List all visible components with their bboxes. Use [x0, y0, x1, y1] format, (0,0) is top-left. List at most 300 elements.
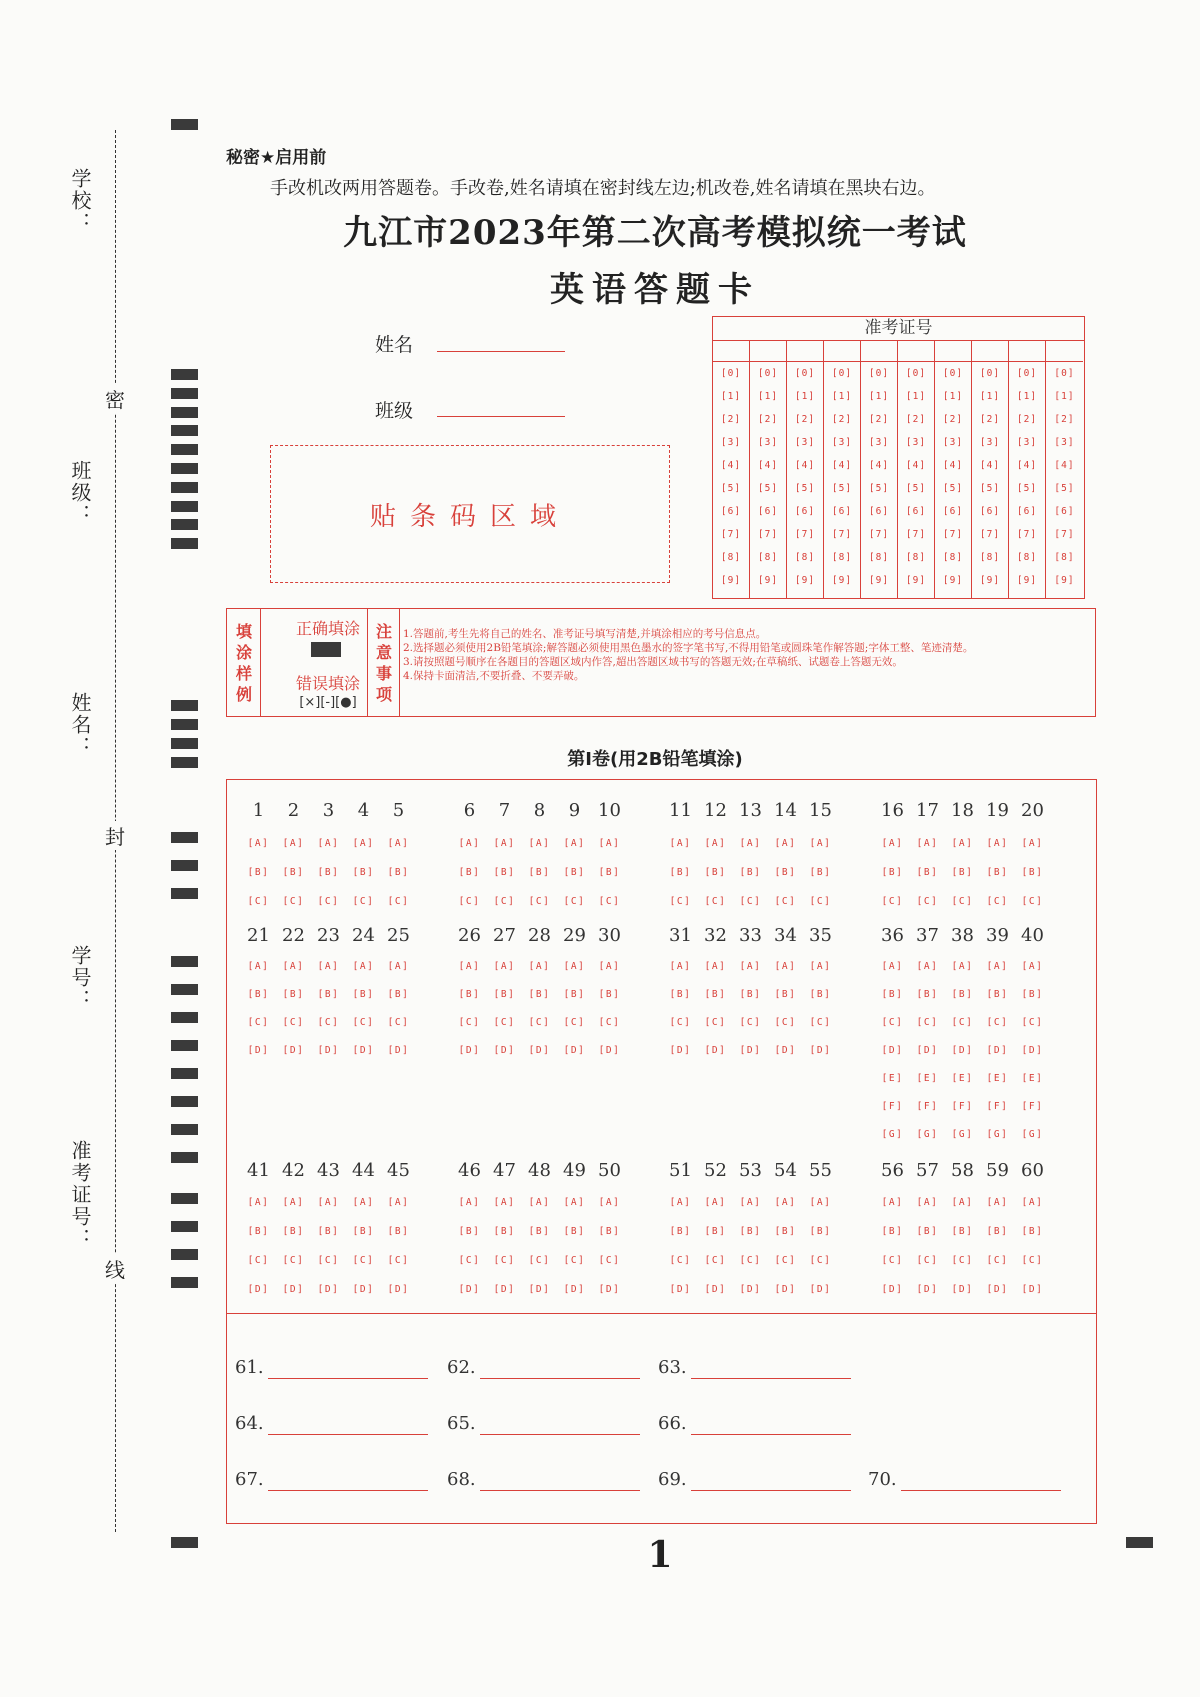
exam-id-bubble[interactable]: [4] — [868, 460, 890, 471]
answer-bubble[interactable]: [C] — [986, 896, 1009, 907]
answer-bubble[interactable]: [D] — [352, 1045, 375, 1056]
exam-id-bubble[interactable]: [4] — [757, 460, 779, 471]
answer-bubble[interactable]: [B] — [598, 1226, 621, 1237]
answer-bubble[interactable]: [A] — [739, 961, 762, 972]
answer-bubble[interactable]: [B] — [809, 867, 832, 878]
exam-id-bubble[interactable]: [6] — [868, 506, 890, 517]
answer-bubble[interactable]: [A] — [598, 961, 621, 972]
answer-bubble[interactable]: [B] — [739, 989, 762, 1000]
answer-bubble[interactable]: [D] — [598, 1284, 621, 1295]
answer-bubble[interactable]: [C] — [598, 896, 621, 907]
exam-id-bubble[interactable]: [9] — [1016, 575, 1038, 586]
answer-bubble[interactable]: [D] — [563, 1045, 586, 1056]
answer-bubble[interactable]: [F] — [951, 1101, 974, 1112]
answer-bubble[interactable]: [C] — [774, 1255, 797, 1266]
exam-id-bubble[interactable]: [7] — [868, 529, 890, 540]
answer-bubble[interactable]: [A] — [1021, 838, 1044, 849]
answer-bubble[interactable]: [A] — [563, 961, 586, 972]
answer-bubble[interactable]: [A] — [774, 838, 797, 849]
exam-id-bubble[interactable]: [4] — [794, 460, 816, 471]
answer-bubble[interactable]: [B] — [282, 989, 305, 1000]
exam-id-bubble[interactable]: [5] — [979, 483, 1001, 494]
answer-blank[interactable] — [268, 1378, 428, 1379]
exam-id-write-cell[interactable] — [935, 341, 971, 362]
answer-bubble[interactable]: [A] — [528, 961, 551, 972]
answer-bubble[interactable]: [C] — [352, 1017, 375, 1028]
answer-bubble[interactable]: [A] — [528, 1197, 551, 1208]
answer-bubble[interactable]: [A] — [493, 838, 516, 849]
exam-id-bubble[interactable]: [5] — [1016, 483, 1038, 494]
answer-bubble[interactable]: [A] — [704, 1197, 727, 1208]
exam-id-bubble[interactable]: [5] — [720, 483, 742, 494]
answer-bubble[interactable]: [D] — [916, 1045, 939, 1056]
answer-bubble[interactable]: [B] — [669, 989, 692, 1000]
exam-id-write-cell[interactable] — [861, 341, 897, 362]
answer-bubble[interactable]: [D] — [774, 1284, 797, 1295]
answer-bubble[interactable]: [D] — [1021, 1284, 1044, 1295]
exam-id-bubble[interactable]: [8] — [831, 552, 853, 563]
exam-id-bubble[interactable]: [8] — [868, 552, 890, 563]
exam-id-bubble[interactable]: [7] — [1054, 529, 1075, 540]
answer-bubble[interactable]: [D] — [387, 1045, 410, 1056]
answer-bubble[interactable]: [D] — [881, 1284, 904, 1295]
exam-id-bubble[interactable]: [3] — [905, 437, 927, 448]
answer-bubble[interactable]: [B] — [881, 867, 904, 878]
answer-bubble[interactable]: [D] — [986, 1045, 1009, 1056]
exam-id-bubble[interactable]: [1] — [757, 391, 779, 402]
exam-id-bubble[interactable]: [9] — [942, 575, 964, 586]
exam-id-bubble[interactable]: [3] — [794, 437, 816, 448]
exam-id-bubble[interactable]: [2] — [720, 414, 742, 425]
answer-bubble[interactable]: [A] — [387, 838, 410, 849]
exam-id-bubble[interactable]: [8] — [905, 552, 927, 563]
exam-id-bubble[interactable]: [2] — [868, 414, 890, 425]
exam-id-bubble[interactable]: [8] — [720, 552, 742, 563]
exam-id-bubble[interactable]: [8] — [1016, 552, 1038, 563]
answer-bubble[interactable]: [C] — [493, 1017, 516, 1028]
answer-bubble[interactable]: [C] — [352, 1255, 375, 1266]
answer-bubble[interactable]: [A] — [881, 1197, 904, 1208]
answer-bubble[interactable]: [B] — [528, 989, 551, 1000]
answer-bubble[interactable]: [A] — [739, 838, 762, 849]
barcode-area[interactable] — [270, 445, 670, 583]
exam-id-bubble[interactable]: [3] — [720, 437, 742, 448]
answer-bubble[interactable]: [D] — [493, 1045, 516, 1056]
answer-bubble[interactable]: [C] — [739, 1017, 762, 1028]
exam-id-bubble[interactable]: [8] — [979, 552, 1001, 563]
answer-bubble[interactable]: [A] — [282, 1197, 305, 1208]
exam-id-bubble[interactable]: [2] — [942, 414, 964, 425]
answer-bubble[interactable]: [A] — [563, 1197, 586, 1208]
answer-bubble[interactable]: [A] — [528, 838, 551, 849]
exam-id-bubble[interactable]: [4] — [831, 460, 853, 471]
answer-bubble[interactable]: [D] — [387, 1284, 410, 1295]
answer-bubble[interactable]: [A] — [247, 961, 270, 972]
answer-bubble[interactable]: [A] — [352, 838, 375, 849]
exam-id-bubble[interactable]: [3] — [757, 437, 779, 448]
answer-bubble[interactable]: [D] — [247, 1045, 270, 1056]
answer-bubble[interactable]: [C] — [1021, 1017, 1044, 1028]
exam-id-bubble[interactable]: [4] — [979, 460, 1001, 471]
answer-bubble[interactable]: [D] — [458, 1284, 481, 1295]
answer-bubble[interactable]: [D] — [247, 1284, 270, 1295]
answer-bubble[interactable]: [A] — [916, 1197, 939, 1208]
exam-id-write-cell[interactable] — [824, 341, 860, 362]
exam-id-bubble[interactable]: [4] — [1054, 460, 1075, 471]
answer-bubble[interactable]: [D] — [317, 1284, 340, 1295]
answer-bubble[interactable]: [B] — [809, 1226, 832, 1237]
exam-id-bubble[interactable]: [3] — [831, 437, 853, 448]
answer-bubble[interactable]: [D] — [598, 1045, 621, 1056]
answer-bubble[interactable]: [A] — [493, 961, 516, 972]
exam-id-bubble[interactable]: [7] — [794, 529, 816, 540]
exam-id-bubble[interactable]: [9] — [757, 575, 779, 586]
exam-id-write-cell[interactable] — [972, 341, 1008, 362]
exam-id-bubble[interactable]: [9] — [868, 575, 890, 586]
answer-bubble[interactable]: [A] — [916, 838, 939, 849]
answer-bubble[interactable]: [A] — [774, 1197, 797, 1208]
answer-bubble[interactable]: [B] — [458, 989, 481, 1000]
exam-id-bubble[interactable]: [7] — [831, 529, 853, 540]
answer-bubble[interactable]: [C] — [458, 1255, 481, 1266]
exam-id-bubble[interactable]: [1] — [979, 391, 1001, 402]
exam-id-bubble[interactable]: [5] — [757, 483, 779, 494]
exam-id-bubble[interactable]: [6] — [942, 506, 964, 517]
exam-id-bubble[interactable]: [1] — [1016, 391, 1038, 402]
answer-bubble[interactable]: [B] — [951, 1226, 974, 1237]
exam-id-bubble[interactable]: [3] — [942, 437, 964, 448]
answer-bubble[interactable]: [A] — [387, 961, 410, 972]
exam-id-bubble[interactable]: [9] — [1054, 575, 1075, 586]
answer-bubble[interactable]: [B] — [986, 1226, 1009, 1237]
answer-bubble[interactable]: [A] — [458, 838, 481, 849]
answer-bubble[interactable]: [B] — [528, 1226, 551, 1237]
answer-bubble[interactable]: [E] — [951, 1073, 974, 1084]
exam-id-write-cell[interactable] — [898, 341, 934, 362]
answer-bubble[interactable]: [C] — [809, 1017, 832, 1028]
answer-bubble[interactable]: [B] — [704, 989, 727, 1000]
answer-bubble[interactable]: [C] — [739, 1255, 762, 1266]
answer-bubble[interactable]: [A] — [247, 1197, 270, 1208]
answer-bubble[interactable]: [B] — [563, 1226, 586, 1237]
answer-bubble[interactable]: [A] — [986, 961, 1009, 972]
answer-bubble[interactable]: [B] — [774, 989, 797, 1000]
answer-bubble[interactable]: [A] — [493, 1197, 516, 1208]
exam-id-bubble[interactable]: [4] — [942, 460, 964, 471]
exam-id-bubble[interactable]: [9] — [979, 575, 1001, 586]
answer-bubble[interactable]: [C] — [247, 896, 270, 907]
answer-bubble[interactable]: [A] — [809, 961, 832, 972]
answer-bubble[interactable]: [C] — [704, 1017, 727, 1028]
exam-id-bubble[interactable]: [7] — [979, 529, 1001, 540]
exam-id-bubble[interactable]: [6] — [720, 506, 742, 517]
answer-bubble[interactable]: [B] — [458, 1226, 481, 1237]
answer-bubble[interactable]: [D] — [282, 1045, 305, 1056]
exam-id-bubble[interactable]: [3] — [868, 437, 890, 448]
answer-blank[interactable] — [480, 1378, 640, 1379]
answer-bubble[interactable]: [C] — [951, 896, 974, 907]
answer-bubble[interactable]: [D] — [881, 1045, 904, 1056]
answer-bubble[interactable]: [D] — [317, 1045, 340, 1056]
answer-bubble[interactable]: [G] — [1021, 1129, 1044, 1140]
exam-id-bubble[interactable]: [9] — [831, 575, 853, 586]
exam-id-bubble[interactable]: [9] — [720, 575, 742, 586]
answer-bubble[interactable]: [B] — [1021, 867, 1044, 878]
answer-bubble[interactable]: [B] — [528, 867, 551, 878]
exam-id-bubble[interactable]: [7] — [942, 529, 964, 540]
answer-bubble[interactable]: [D] — [1021, 1045, 1044, 1056]
exam-id-bubble[interactable]: [1] — [1054, 391, 1075, 402]
answer-bubble[interactable]: [E] — [986, 1073, 1009, 1084]
answer-bubble[interactable]: [B] — [881, 989, 904, 1000]
answer-bubble[interactable]: [B] — [493, 989, 516, 1000]
answer-bubble[interactable]: [C] — [247, 1017, 270, 1028]
exam-id-bubble[interactable]: [2] — [831, 414, 853, 425]
exam-id-bubble[interactable]: [7] — [720, 529, 742, 540]
answer-bubble[interactable]: [B] — [809, 989, 832, 1000]
name-field[interactable] — [437, 351, 565, 352]
answer-bubble[interactable]: [C] — [1021, 896, 1044, 907]
answer-bubble[interactable]: [B] — [598, 989, 621, 1000]
answer-bubble[interactable]: [D] — [986, 1284, 1009, 1295]
answer-bubble[interactable]: [D] — [669, 1284, 692, 1295]
answer-bubble[interactable]: [C] — [774, 896, 797, 907]
exam-id-bubble[interactable]: [0] — [1054, 368, 1075, 379]
exam-id-bubble[interactable]: [4] — [1016, 460, 1038, 471]
answer-bubble[interactable]: [D] — [352, 1284, 375, 1295]
exam-id-bubble[interactable]: [4] — [720, 460, 742, 471]
exam-id-bubble[interactable]: [5] — [794, 483, 816, 494]
answer-bubble[interactable]: [C] — [704, 1255, 727, 1266]
answer-bubble[interactable]: [G] — [951, 1129, 974, 1140]
answer-bubble[interactable]: [C] — [317, 1017, 340, 1028]
answer-bubble[interactable]: [B] — [986, 989, 1009, 1000]
answer-bubble[interactable]: [C] — [916, 1017, 939, 1028]
answer-bubble[interactable]: [B] — [1021, 989, 1044, 1000]
answer-bubble[interactable]: [C] — [493, 1255, 516, 1266]
answer-bubble[interactable]: [E] — [881, 1073, 904, 1084]
answer-bubble[interactable]: [A] — [986, 1197, 1009, 1208]
answer-blank[interactable] — [901, 1490, 1061, 1491]
answer-bubble[interactable]: [C] — [1021, 1255, 1044, 1266]
exam-id-bubble[interactable]: [6] — [979, 506, 1001, 517]
answer-bubble[interactable]: [D] — [809, 1045, 832, 1056]
answer-bubble[interactable]: [C] — [916, 1255, 939, 1266]
answer-bubble[interactable]: [C] — [951, 1255, 974, 1266]
answer-bubble[interactable]: [A] — [598, 1197, 621, 1208]
exam-id-bubble[interactable]: [6] — [831, 506, 853, 517]
answer-bubble[interactable]: [B] — [739, 867, 762, 878]
exam-id-bubble[interactable]: [2] — [979, 414, 1001, 425]
answer-bubble[interactable]: [A] — [282, 961, 305, 972]
answer-bubble[interactable]: [B] — [458, 867, 481, 878]
exam-id-bubble[interactable]: [6] — [905, 506, 927, 517]
answer-bubble[interactable]: [A] — [986, 838, 1009, 849]
exam-id-bubble[interactable]: [9] — [905, 575, 927, 586]
answer-bubble[interactable]: [B] — [387, 867, 410, 878]
exam-id-bubble[interactable]: [0] — [1016, 368, 1038, 379]
answer-bubble[interactable]: [A] — [387, 1197, 410, 1208]
answer-bubble[interactable]: [C] — [881, 896, 904, 907]
answer-bubble[interactable]: [B] — [669, 867, 692, 878]
answer-bubble[interactable]: [C] — [282, 896, 305, 907]
answer-bubble[interactable]: [C] — [809, 1255, 832, 1266]
answer-bubble[interactable]: [D] — [563, 1284, 586, 1295]
answer-bubble[interactable]: [C] — [704, 896, 727, 907]
answer-bubble[interactable]: [D] — [669, 1045, 692, 1056]
answer-bubble[interactable]: [B] — [352, 1226, 375, 1237]
answer-bubble[interactable]: [A] — [809, 1197, 832, 1208]
answer-bubble[interactable]: [C] — [809, 896, 832, 907]
answer-bubble[interactable]: [A] — [458, 1197, 481, 1208]
answer-bubble[interactable]: [F] — [1021, 1101, 1044, 1112]
answer-bubble[interactable]: [B] — [1021, 1226, 1044, 1237]
exam-id-bubble[interactable]: [0] — [942, 368, 964, 379]
answer-bubble[interactable]: [D] — [704, 1045, 727, 1056]
answer-bubble[interactable]: [A] — [1021, 961, 1044, 972]
exam-id-bubble[interactable]: [0] — [831, 368, 853, 379]
exam-id-bubble[interactable]: [1] — [942, 391, 964, 402]
answer-bubble[interactable]: [C] — [598, 1017, 621, 1028]
answer-bubble[interactable]: [A] — [774, 961, 797, 972]
exam-id-bubble[interactable]: [8] — [794, 552, 816, 563]
answer-bubble[interactable]: [A] — [317, 961, 340, 972]
exam-id-bubble[interactable]: [8] — [942, 552, 964, 563]
answer-bubble[interactable]: [B] — [916, 989, 939, 1000]
exam-id-bubble[interactable]: [7] — [1016, 529, 1038, 540]
answer-bubble[interactable]: [D] — [951, 1045, 974, 1056]
answer-bubble[interactable]: [C] — [528, 896, 551, 907]
answer-bubble[interactable]: [C] — [528, 1017, 551, 1028]
answer-bubble[interactable]: [D] — [739, 1284, 762, 1295]
exam-id-bubble[interactable]: [5] — [905, 483, 927, 494]
answer-bubble[interactable]: [A] — [1021, 1197, 1044, 1208]
answer-bubble[interactable]: [A] — [704, 961, 727, 972]
exam-id-bubble[interactable]: [5] — [942, 483, 964, 494]
exam-id-write-cell[interactable] — [787, 341, 823, 362]
answer-bubble[interactable]: [A] — [563, 838, 586, 849]
answer-bubble[interactable]: [A] — [739, 1197, 762, 1208]
exam-id-bubble[interactable]: [5] — [831, 483, 853, 494]
exam-id-bubble[interactable]: [1] — [831, 391, 853, 402]
answer-bubble[interactable]: [G] — [881, 1129, 904, 1140]
exam-id-bubble[interactable]: [1] — [794, 391, 816, 402]
answer-bubble[interactable]: [A] — [916, 961, 939, 972]
answer-bubble[interactable]: [A] — [247, 838, 270, 849]
answer-bubble[interactable]: [A] — [352, 961, 375, 972]
answer-bubble[interactable]: [B] — [739, 1226, 762, 1237]
answer-bubble[interactable]: [A] — [951, 961, 974, 972]
answer-bubble[interactable]: [D] — [739, 1045, 762, 1056]
answer-bubble[interactable]: [A] — [317, 1197, 340, 1208]
answer-bubble[interactable]: [C] — [563, 896, 586, 907]
class-field[interactable] — [437, 416, 565, 417]
answer-bubble[interactable]: [B] — [282, 867, 305, 878]
answer-bubble[interactable]: [C] — [669, 1017, 692, 1028]
answer-bubble[interactable]: [E] — [916, 1073, 939, 1084]
answer-bubble[interactable]: [C] — [493, 896, 516, 907]
answer-bubble[interactable]: [B] — [317, 1226, 340, 1237]
exam-id-bubble[interactable]: [5] — [868, 483, 890, 494]
answer-bubble[interactable]: [B] — [247, 989, 270, 1000]
exam-id-bubble[interactable]: [1] — [905, 391, 927, 402]
exam-id-bubble[interactable]: [3] — [1016, 437, 1038, 448]
answer-bubble[interactable]: [D] — [916, 1284, 939, 1295]
answer-bubble[interactable]: [C] — [458, 896, 481, 907]
answer-bubble[interactable]: [B] — [704, 1226, 727, 1237]
answer-bubble[interactable]: [C] — [951, 1017, 974, 1028]
answer-bubble[interactable]: [A] — [881, 961, 904, 972]
answer-bubble[interactable]: [C] — [247, 1255, 270, 1266]
answer-bubble[interactable]: [B] — [317, 989, 340, 1000]
answer-blank[interactable] — [691, 1434, 851, 1435]
exam-id-bubble[interactable]: [6] — [757, 506, 779, 517]
exam-id-bubble[interactable]: [3] — [1054, 437, 1075, 448]
answer-bubble[interactable]: [B] — [916, 867, 939, 878]
answer-bubble[interactable]: [C] — [387, 896, 410, 907]
answer-bubble[interactable]: [D] — [809, 1284, 832, 1295]
answer-bubble[interactable]: [D] — [528, 1045, 551, 1056]
exam-id-bubble[interactable]: [0] — [720, 368, 742, 379]
answer-bubble[interactable]: [A] — [317, 838, 340, 849]
answer-bubble[interactable]: [C] — [881, 1255, 904, 1266]
answer-blank[interactable] — [268, 1434, 428, 1435]
exam-id-bubble[interactable]: [2] — [1054, 414, 1075, 425]
exam-id-bubble[interactable]: [0] — [905, 368, 927, 379]
exam-id-bubble[interactable]: [7] — [905, 529, 927, 540]
exam-id-bubble[interactable]: [2] — [1016, 414, 1038, 425]
exam-id-write-cell[interactable] — [1046, 341, 1083, 362]
answer-bubble[interactable]: [A] — [282, 838, 305, 849]
answer-bubble[interactable]: [A] — [809, 838, 832, 849]
answer-bubble[interactable]: [C] — [282, 1255, 305, 1266]
answer-bubble[interactable]: [D] — [528, 1284, 551, 1295]
answer-bubble[interactable]: [B] — [951, 989, 974, 1000]
exam-id-bubble[interactable]: [0] — [979, 368, 1001, 379]
answer-bubble[interactable]: [C] — [528, 1255, 551, 1266]
answer-blank[interactable] — [268, 1490, 428, 1491]
answer-blank[interactable] — [691, 1378, 851, 1379]
exam-id-write-cell[interactable] — [750, 341, 786, 362]
exam-id-bubble[interactable]: [6] — [1016, 506, 1038, 517]
answer-bubble[interactable]: [B] — [317, 867, 340, 878]
answer-bubble[interactable]: [B] — [493, 867, 516, 878]
answer-bubble[interactable]: [G] — [986, 1129, 1009, 1140]
answer-bubble[interactable]: [D] — [458, 1045, 481, 1056]
answer-bubble[interactable]: [B] — [916, 1226, 939, 1237]
exam-id-bubble[interactable]: [1] — [868, 391, 890, 402]
answer-bubble[interactable]: [D] — [774, 1045, 797, 1056]
answer-bubble[interactable]: [D] — [493, 1284, 516, 1295]
exam-id-bubble[interactable]: [4] — [905, 460, 927, 471]
exam-id-bubble[interactable]: [0] — [868, 368, 890, 379]
answer-blank[interactable] — [480, 1434, 640, 1435]
answer-bubble[interactable]: [B] — [986, 867, 1009, 878]
answer-bubble[interactable]: [D] — [704, 1284, 727, 1295]
answer-bubble[interactable]: [B] — [352, 989, 375, 1000]
answer-bubble[interactable]: [B] — [387, 989, 410, 1000]
exam-id-bubble[interactable]: [9] — [794, 575, 816, 586]
exam-id-bubble[interactable]: [8] — [757, 552, 779, 563]
answer-blank[interactable] — [480, 1490, 640, 1491]
answer-bubble[interactable]: [A] — [881, 838, 904, 849]
answer-bubble[interactable]: [C] — [317, 1255, 340, 1266]
answer-bubble[interactable]: [B] — [774, 1226, 797, 1237]
answer-bubble[interactable]: [B] — [951, 867, 974, 878]
answer-bubble[interactable]: [C] — [352, 896, 375, 907]
answer-bubble[interactable]: [B] — [598, 867, 621, 878]
answer-bubble[interactable]: [A] — [951, 1197, 974, 1208]
